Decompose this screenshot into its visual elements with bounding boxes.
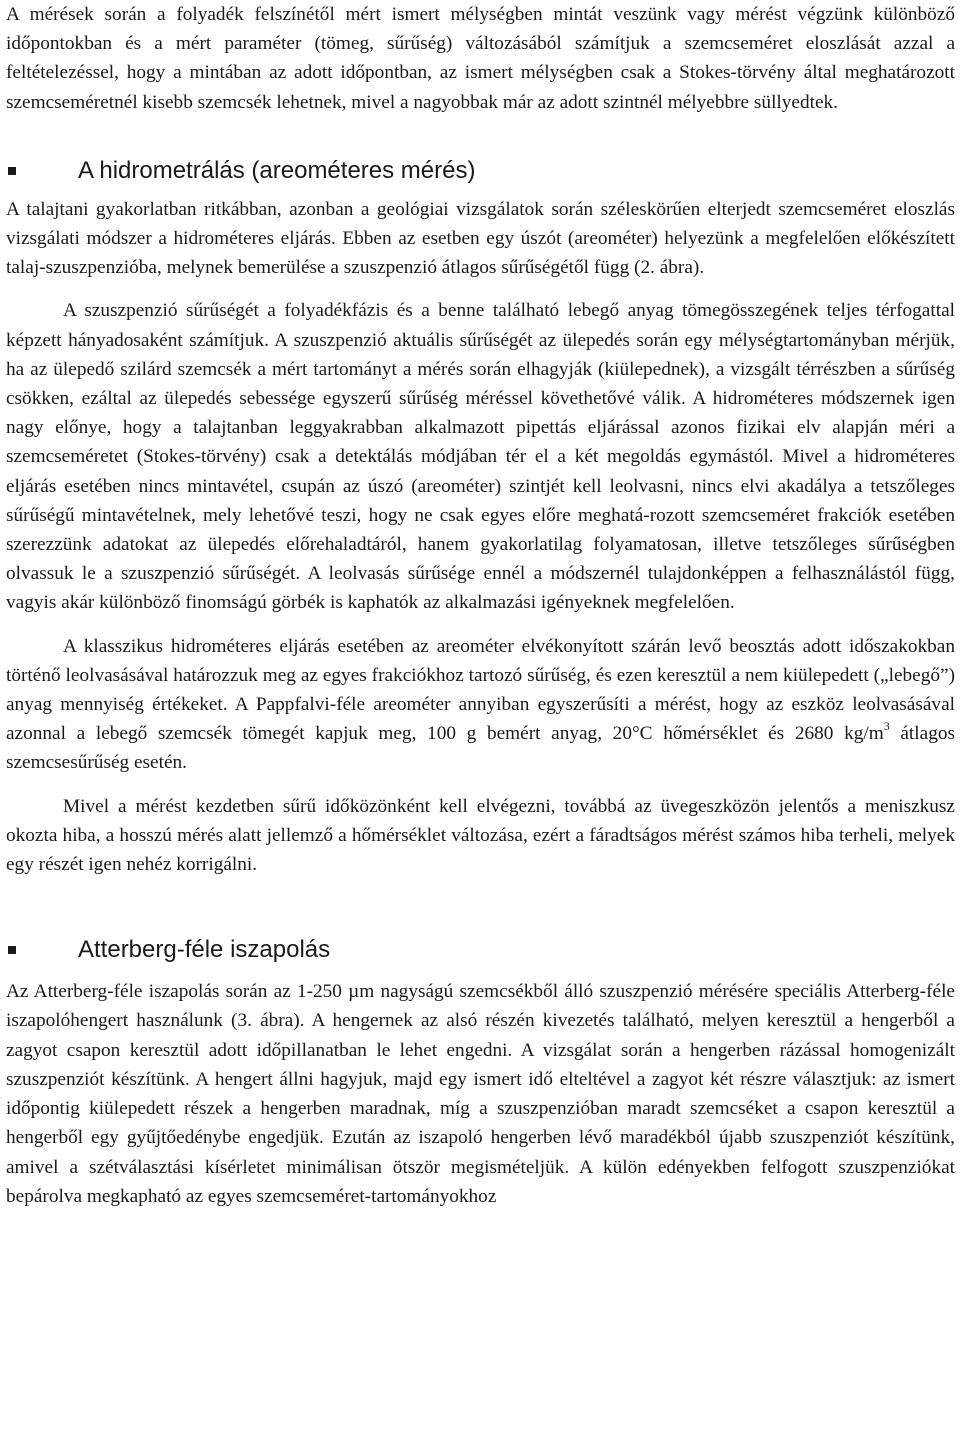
section-heading-hydrometry: [6, 153, 955, 189]
section-heading-hydrometry-text: A hidrometrálás (areométeres mérés): [78, 156, 476, 184]
section-heading-atterberg: [6, 929, 955, 971]
paragraph-suspension-density: A szuszpenzió sűrűségét a folyadékfázis és a benne található lebegő anyag tömegösszegének teljes térfogattal képzett hányadosaként számítjuk. A szuszpenzió aktuális sűrűségét az ülepedés során egy mélységtartományban mérjük, ha az ülepedő szilárd szemcsék a mért tartományt a mérés során elhagyják (kiülepednek), a vizsgált térrészben a sűrűség csökken, ezáltal az ülepedés sebessége egyszerű sűrűség méréssel követhetővé válik. A hidrométeres módszernek igen nagy előnye, hogy a talajtanban leggyakrabban alkalmazott pipettás eljárással azonos fizikai elv alapján méri a szemcseméretet (Stokes-törvény) csak a detektálás módjában tér el a két megoldás egymástól. Mivel a hidrométeres eljárás esetében nincs mintavétel, csupán az úszó (areométer) szintjét kell leolvasni, nincs elvi akadálya a tetszőleges sűrűségű mintavételnek, mely lehetővé teszi, hogy ne csak egyes előre meghatá-rozott szemcseméret frakciók esetében szerezzünk adatokat az ülepedés előrehaladtáról, hanem gyakorlatilag folyamatosan, illetve tetszőleges sűrűségben olvassuk le a szuszpenzió sűrűségét. A leolvasás sűrűsége ennél a módszernél tulajdonképpen a felhasználástól függ, vagyis akár különböző finomságú görbék is kaphatók az alkalmazási igényeknek megfelelően.: [6, 300, 955, 614]
square-bullet-icon: [8, 946, 16, 954]
paragraph-sampling-intro: A mérések során a folyadék felszínétől mért ismert mélységben mintát veszünk vagy mérést végzünk különböző időpontokban és a mért paraméter (tömeg, sűrűség) változásából számítjuk a szemcseméret eloszlását azzal a feltételezéssel, hogy a mintában az adott időpontban, az ismert mélységben csak a Stokes-törvény által meghatározott szemcseméretnél kisebb szemcsék lehetnek, mivel a nagyobbak már az adott szintnél mélyebbre süllyedtek.: [6, 4, 955, 113]
square-bullet-icon: [8, 167, 16, 175]
paragraph-classic-hydrometer: [6, 632, 955, 778]
paragraph-classic-hydrometer-text: A klasszikus hidrométeres eljárás esetében az areométer elvékonyított szárán levő beosztás adott időszakokban történő leolvasásával határozzuk meg az egyes frakciókhoz tartozó sűrűség, és ezen keresztül a nem kiülepedett („lebegő”) anyag mennyiség értékeket. A Pappfalvi-féle areométer annyiban egyszerűsíti a mérést, hogy az eszköz leolvasásával azonnal a lebegő szemcsék tömegét kapjuk meg, 100 g bemért anyag, 20°C hőmérséklet és 2680 kg/m: [6, 635, 955, 745]
paragraph-atterberg-method: Az Atterberg-féle iszapolás során az 1-250 µm nagyságú szemcsékből álló szuszpenzió mérésére speciális Atterberg-féle iszapolóhengert használunk (3. ábra). A hengernek az alsó részén kivezetés található, melyen keresztül a hengerből a zagyot csapon keresztül adott időpillanatban le lehet engedni. A vizsgálat során a hengerben rázással homogenizált szuszpenziót készítünk. A hengert állni hagyjuk, majd egy ismert idő elteltével a zagyot két részre választjuk: az ismert időpontig kiülepedett részek a hengerben maradnak, míg a szuszpenzióban maradt szemcséket a csapon keresztül a hengerből egy gyűjtőedénybe engedjük. Ezután az iszapoló hengerben lévő maradékból újabb szuszpenziót készítünk, amivel a szétválasztási kísérletet minimálisan ötször megismételjük. A külön edényekben felfogott szuszpenziókat bepárolva megkapható az egyes szemcseméret-tartományokhoz: [6, 981, 955, 1207]
paragraph-measurement-errors: Mivel a mérést kezdetben sűrű időközönként kell elvégezni, továbbá az üvegeszközön jelentős a meniszkusz okozta hiba, a hosszú mérés alatt jellemző a hőmérséklet változása, ezért a fáradtságos mérést számos hiba terheli, melyek egy részét igen nehéz korrigálni.: [6, 795, 955, 876]
cubic-superscript: 3: [883, 719, 890, 734]
section-heading-atterberg-text: Atterberg-féle iszapolás: [78, 936, 331, 964]
document-page: [6, 0, 955, 1211]
paragraph-classic-hydrometer-tail: átlagos szemcsesűrűség esetén.: [6, 723, 955, 774]
paragraph-hydrometer-method: A talajtani gyakorlatban ritkábban, azonban a geológiai vizsgálatok során széleskörűen elterjedt szemcseméret eloszlás vizsgálati módszer a hidrométeres eljárás. Ebben az esetben egy úszót (areométer) helyezünk a megfelelően előkészített talaj-szuszpenzióba, melynek bemerülése a szuszpenzió átlagos sűrűségétől függ (2. ábra).: [6, 198, 955, 279]
